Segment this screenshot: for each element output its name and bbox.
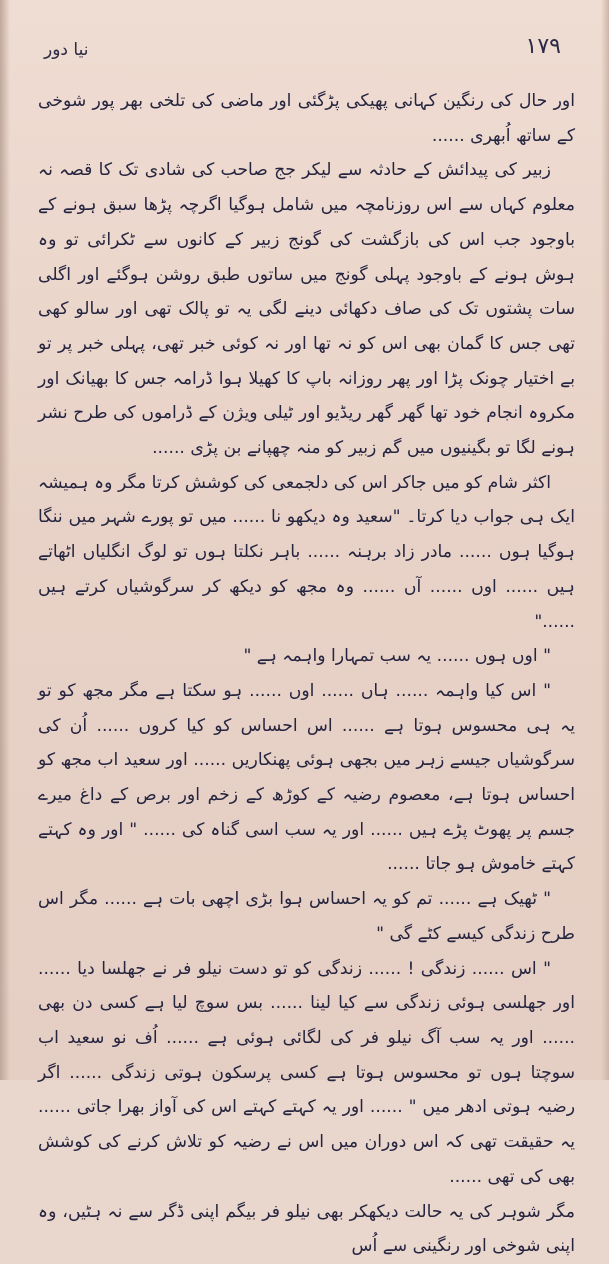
page-header [40,30,569,70]
paragraph: زبیر کی پیدائش کے حادثہ سے لیکر جج صاحب کی شادی تک کا قصہ نہ معلوم کہاں سے اس روزنامچہ میں شامل ہوگیا اگرچہ پڑھا سبق ہونے کے باوجود جب اس کی بازگشت کی گونج زبیر کے کانوں سے ٹکرائی تو وہ ہوش ہونے کے باوجود پہلی گونج میں ساتوں طبق روشن ہوگئے اور اگلی سات پشتوں تک کی صاف دکھائی دینے لگی یہ تو پالک تھی اور سالو کھی تھی جس کا گمان بھی اس کو نہ تھا اور نہ کوئی خبر تھی، پہلی خبر پر تو بے اختیار چونک پڑا اور پھر روزانہ باپ کا کھیلا ہوا ڈرامہ جس کا بھیانک اور مکروہ انجام خود تھا گھر گھر ریڈیو اور ٹیلی ویژن کے ڈراموں کی طرح نشر ہونے لگا تو بگینیوں میں گم زبیر کو منہ چھپانے بن پڑی ...... [38,160,575,459]
paragraph: " اس ...... زندگی ! ...... زندگی کو تو دست نیلو فر نے جھلسا دیا ...... اور جھلسی ہوئی زندگی سے کیا لینا ...... بس سوچ لیا ہے کسی دن بھی ...... اور یہ سب آگ نیلو فر کی لگائی ہوئی ہے ...... اُف نو سعید اب سوچتا ہوں تو محسوس ہوتا ہے کسی پرسکون ہوتی زندگی ...... اگر رضیہ ہوتی ادھر میں " ...... اور یہ کہتے کہتے اس کی آواز بھرا جاتی ...... یہ حقیقت تھی کہ اس دوران میں اس نے رضیہ کو تلاش کرنے کی کوشش بھی کی تھی ...... [38,958,575,1187]
page-edge-shadow [601,0,609,1080]
running-title: نیا دور [44,40,89,60]
page-gutter-shadow [0,0,10,1080]
page-number: ۱۷۹ [525,34,561,59]
paragraph: اکثر شام کو میں جاکر اس کی دلجمعی کی کوشش کرتا مگر وہ ہمیشہ ایک ہی جواب دیا کرتا۔ "سعید وہ دیکھو نا ...... میں تو پورے شہر میں ننگا ہوگیا ہوں ...... مادر زاد برہنہ ...... باہر نکلتا ہوں تو لوگ انگلیاں اٹھاتے ہیں ...... اوں ...... آں ...... وہ مجھ کو دیکھ کر سرگوشیاں کرتے ہیں ......" [38,472,575,632]
paragraph: " اس کیا واہمہ ...... ہاں ...... اوں ...... ہو سکتا ہے مگر مجھ کو تو یہ ہی محسوس ہوتا ہے ...... اس احساس کو کیا کروں ...... اُن کی سرگوشیاں جیسے زہر میں بجھی ہوئی پھنکاریں ...... اور سعید اب مجھ کو احساس ہوتا ہے، معصوم رضیہ کے کوڑھ کے زخم اور برص کے داغ میرے جسم پر پھوٹ پڑے ہیں ...... اور یہ سب اسی گناہ کی ...... " اور وہ کہتے کہتے خاموش ہو جاتا ...... [38,680,575,875]
paragraph: اور حال کی رنگین کہانی پھیکی پڑگئی اور ماضی کی تلخی بھر پور شوخی کے ساتھ اُبھری ...... [38,91,575,146]
paragraph: مگر شوہر کی یہ حالت دیکھکر بھی نیلو فر بیگم اپنی ڈگر سے نہ ہٹیں، وہ اپنی شوخی اور رنگینی سے اُس [38,1201,575,1257]
paragraph: " اوں ہوں ...... یہ سب تمہارا واہمہ ہے " [243,646,551,667]
body-text [38,84,575,1264]
paragraph: " ٹھیک ہے ...... تم کو یہ احساس ہوا بڑی اچھی بات ہے ...... مگر اس طرح زندگی کیسے کٹے گی " [38,889,575,944]
